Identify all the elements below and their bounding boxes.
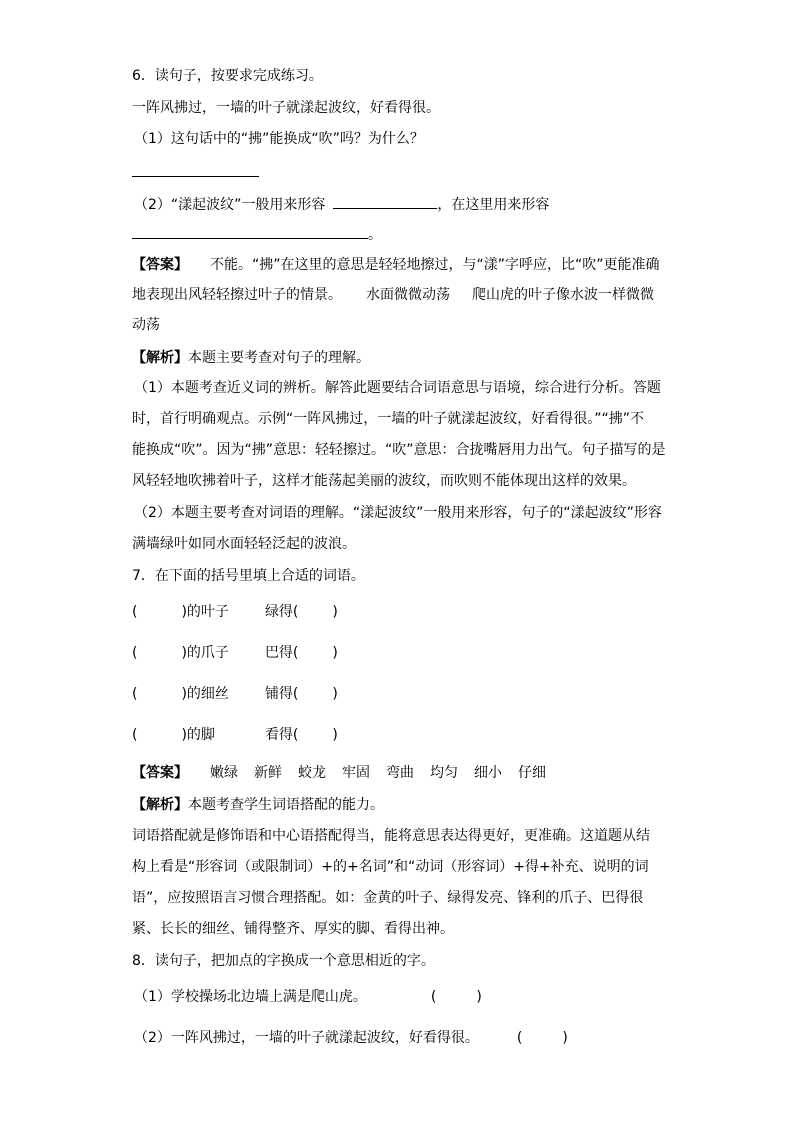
q6-analysis-text-1: 本题主要考查对句子的理解。 [188, 350, 370, 366]
q6-title: 6．读句子，按要求完成练习。 [132, 68, 323, 84]
q7-row-item-1: )的爪子 [181, 645, 229, 661]
q7-paren-close: ) [332, 604, 338, 620]
q8-sub1-paren-close: ) [476, 989, 482, 1005]
q7-analysis-line5: 紧、长长的细丝、铺得整齐、厚实的脚、看得出神。 [132, 921, 454, 937]
q6-answer-text-2b: 水面微微动荡 [366, 287, 450, 303]
q7-analysis-line4: 语”，应按照语言习惯合理搭配。如：金黄的叶子、绿得发亮、锋利的爪子、巴得很 [132, 890, 644, 906]
q7-paren-close: ) [332, 645, 338, 661]
q6-analysis-line7: 满墙绿叶如同水面轻轻泛起的波浪。 [132, 536, 356, 552]
q8-sub2-text: （2）一阵风拂过，一墙的叶子就漾起波纹，好看得很。 [134, 1030, 479, 1046]
q7-answer-line [132, 763, 546, 783]
q8-sub1 [134, 987, 482, 1007]
q6-answer-line3: 动荡 [132, 317, 160, 333]
q6-sub2-end: 。 [368, 227, 382, 243]
q7-answer-word: 新鲜 [254, 765, 282, 781]
q6-analysis-line3: 时，首行明确观点。示例“一阵风拂过，一墙的叶子就漾起波纹，好看得很。”“拂”不 [132, 411, 645, 427]
q6-analysis-line5: 风轻轻地吹拂着叶子，这样才能荡起美丽的波纹，而吹则不能体现出这样的效果。 [132, 473, 636, 489]
q7-paren-close: ) [332, 727, 338, 743]
q7-row [132, 725, 338, 745]
q7-row-item-2: 看得( [264, 727, 299, 743]
q6-analysis-label: 【解析】 [132, 350, 188, 366]
q7-paren-open: ( [132, 686, 138, 702]
q7-answer-word: 蛟龙 [298, 765, 326, 781]
q8-sub1-paren-open: ( [430, 989, 437, 1005]
q7-row-item-1: )的细丝 [181, 686, 229, 702]
q6-answer-text-1: 不能。“拂”在这里的意思是轻轻地擦过，与“漾”字呼应，比“吹”更能准确 [210, 257, 660, 273]
q7-row [132, 684, 338, 704]
q7-paren-close: ) [332, 686, 338, 702]
q7-row [132, 602, 338, 622]
q6-answer-label: 【答案】 [132, 257, 188, 273]
q8-sub2-paren-open: ( [516, 1030, 523, 1046]
q7-row-item-2: 铺得( [264, 686, 299, 702]
q7-paren-open: ( [132, 604, 138, 620]
q7-answer-word: 均匀 [430, 765, 458, 781]
q6-sub2-part-b: ，在这里用来形容 [437, 197, 550, 213]
q6-sub1: （1）这句话中的“拂”能换成“吹”吗？为什么？ [134, 131, 424, 147]
q8-sub2 [134, 1028, 568, 1048]
q7-answer-word: 弯曲 [386, 765, 414, 781]
q6-answer-line1 [132, 255, 660, 275]
q7-answer-word: 牢固 [342, 765, 370, 781]
q6-sub2-blank-2[interactable] [132, 222, 368, 239]
q7-analysis-label: 【解析】 [132, 797, 188, 813]
q8-title: 8．读句子，把加点的字换成一个意思相近的字。 [132, 953, 435, 969]
q7-row-item-1: )的叶子 [181, 604, 229, 620]
q7-paren-open: ( [132, 727, 138, 743]
q6-analysis-line6: （2）本题主要考查对词语的理解。“漾起波纹”一般用来形容，句子的“漾起波纹”形容 [134, 505, 662, 521]
q7-answer-word: 仔细 [518, 765, 546, 781]
q7-paren-open: ( [132, 645, 138, 661]
q6-analysis-line4: 能换成“吹”。因为“拂”意思：轻轻擦过。“吹”意思：合拢嘴唇用力出气。句子描写的是 [132, 442, 666, 458]
q7-row-item-2: 绿得( [264, 604, 299, 620]
q7-analysis-line2: 词语搭配就是修饰语和中心语搭配得当，能将意思表达得更好，更准确。这道题从结 [132, 828, 650, 844]
q7-answer-word: 细小 [474, 765, 502, 781]
q6-sub2-line2 [132, 222, 382, 245]
q6-sub2-blank-1[interactable] [333, 192, 437, 209]
q6-analysis-line1 [132, 348, 370, 368]
q7-analysis-line1 [132, 795, 384, 815]
q6-answer-text-2a: 地表现出风轻轻擦过叶子的情景。 [132, 287, 342, 303]
q7-answer-label: 【答案】 [132, 765, 188, 781]
q8-sub2-paren-close: ) [562, 1030, 568, 1046]
q6-sub2-part-a: （2）“漾起波纹”一般用来形容 [134, 197, 326, 213]
q6-answer-line2 [132, 285, 654, 305]
q7-title: 7．在下面的括号里填上合适的词语。 [132, 568, 365, 584]
q6-sub1-answer-blank[interactable] [132, 160, 259, 183]
q7-answer-word: 嫩绿 [210, 765, 238, 781]
q7-row-item-1: )的脚 [181, 727, 215, 743]
q7-row-item-2: 巴得( [264, 645, 299, 661]
q7-row [132, 643, 338, 663]
q6-sentence: 一阵风拂过，一墙的叶子就漾起波纹，好看得很。 [132, 100, 440, 116]
q7-analysis-line3: 构上看是“形容词（或限制词）+的+名词”和“动词（形容词）+得+补充、说明的词 [132, 859, 649, 875]
q7-analysis-text-1: 本题考查学生词语搭配的能力。 [188, 797, 384, 813]
q8-sub1-text: （1）学校操场北边墙上满是爬山虎。 [134, 989, 367, 1005]
q6-analysis-line2: （1）本题考查近义词的辨析。解答此题要结合词语意思与语境，综合进行分析。答题 [134, 380, 661, 396]
q6-answer-text-2c: 爬山虎的叶子像水波一样微微 [472, 287, 654, 303]
q6-sub2 [134, 192, 549, 215]
